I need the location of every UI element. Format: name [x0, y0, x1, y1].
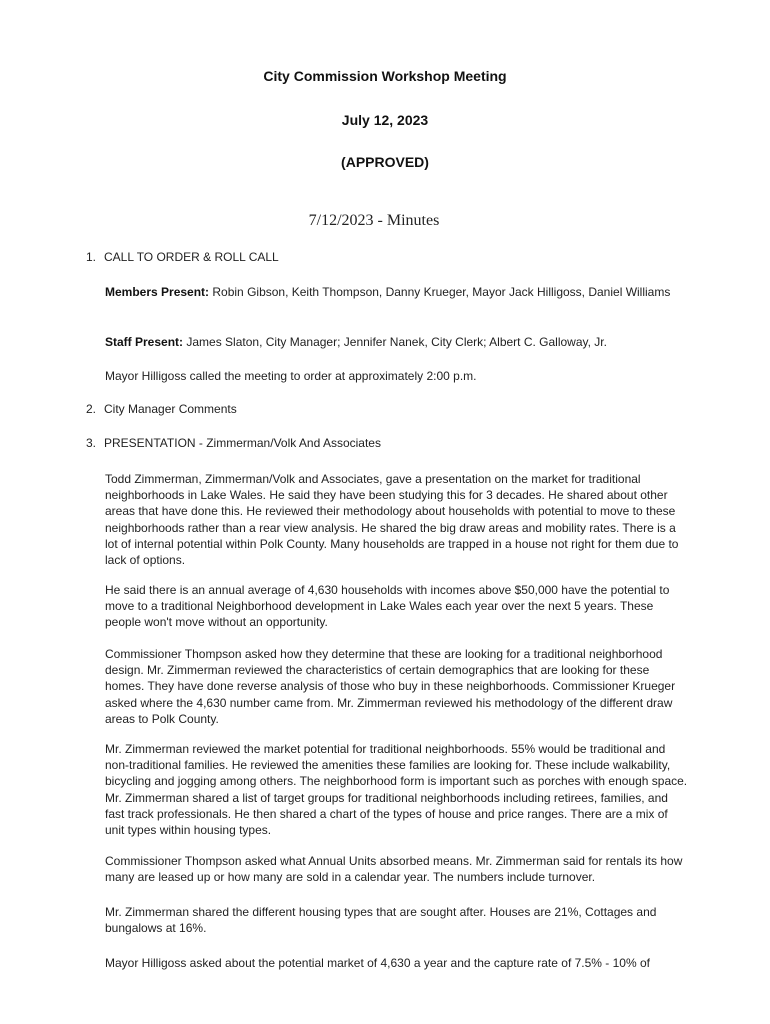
- staff-present-text: James Slaton, City Manager; Jennifer Nanek, City Clerk; Albert C. Galloway, Jr.: [183, 335, 607, 349]
- agenda-item-number: 3.: [86, 436, 97, 450]
- agenda-item-label: PRESENTATION - Zimmerman/Volk And Associates: [104, 436, 381, 450]
- agenda-item-label: CALL TO ORDER & ROLL CALL: [104, 250, 279, 264]
- agenda-item-call-to-order: [86, 250, 279, 264]
- agenda-item-presentation: [86, 436, 381, 450]
- agenda-item-city-manager: [86, 402, 237, 416]
- presentation-paragraph: Todd Zimmerman, Zimmerman/Volk and Associates, gave a presentation on the market for traditional neighborhoods in Lake Wales. He said they have been studying this for 3 decades. He shared about other areas that have done this. He reviewed their methodology about households with potential to move to these neighborhoods rather than a rear view analysis. He shared the big draw areas and mobility rates. There is a lot of internal potential within Polk County. Many households are trapped in a house not right for them due to lack of options.: [105, 472, 679, 568]
- staff-present-label: Staff Present:: [105, 335, 184, 349]
- presentation-paragraph: Commissioner Thompson asked how they determine that these are looking for a traditional neighborhood design. Mr. Zimmerman reviewed the characteristics of certain demographics that are looking for these homes. They have done reverse analysis of those who buy in these neighborhoods. Commissioner Krueger asked where the 4,630 number came from. Mr. Zimmerman reviewed his methodology of the different draw areas to Polk County.: [105, 647, 676, 726]
- agenda-item-number: 1.: [86, 250, 97, 264]
- minutes-heading: 7/12/2023 - Minutes: [308, 212, 440, 229]
- call-to-order-text: Mayor Hilligoss called the meeting to order at approximately 2:00 p.m.: [105, 369, 477, 383]
- agenda-item-label: City Manager Comments: [104, 402, 237, 416]
- presentation-paragraph: Mr. Zimmerman shared the different housing types that are sought after. Houses are 21%, Cottages and bungalows at 16%.: [105, 905, 657, 936]
- document-title: City Commission Workshop Meeting: [263, 68, 507, 84]
- members-present-text: Robin Gibson, Keith Thompson, Danny Krueger, Mayor Jack Hilligoss, Daniel Williams: [209, 285, 671, 299]
- agenda-item-number: 2.: [86, 402, 97, 416]
- approval-status: (APPROVED): [341, 154, 429, 170]
- staff-present: [105, 334, 690, 350]
- presentation-paragraph: Mr. Zimmerman reviewed the market potential for traditional neighborhoods. 55% would be traditional and non-traditional families. He reviewed the amenities these families are looking for. These include walkability, bicycling and jogging among others. The neighborhood form is important such as porches with enough space. Mr. Zimmerman shared a list of target groups for traditional neighborhoods including retirees, families, and fast track professionals. He then shared a chart of the types of house and price ranges. There are a mix of unit types within housing types.: [105, 742, 688, 838]
- meeting-date: July 12, 2023: [341, 112, 429, 128]
- members-present: [105, 284, 690, 300]
- members-present-label: Members Present:: [105, 285, 210, 299]
- presentation-paragraph: He said there is an annual average of 4,630 households with incomes above $50,000 have the potential to move to a traditional Neighborhood development in Lake Wales each year over the next 5 years. These people won't move without an opportunity.: [105, 583, 670, 630]
- presentation-paragraph: Commissioner Thompson asked what Annual Units absorbed means. Mr. Zimmerman said for rentals its how many are leased up or how many are sold in a calendar year. The numbers include turnover.: [105, 854, 683, 885]
- presentation-paragraph: Mayor Hilligoss asked about the potential market of 4,630 a year and the capture rate of 7.5% - 10% of: [105, 956, 650, 970]
